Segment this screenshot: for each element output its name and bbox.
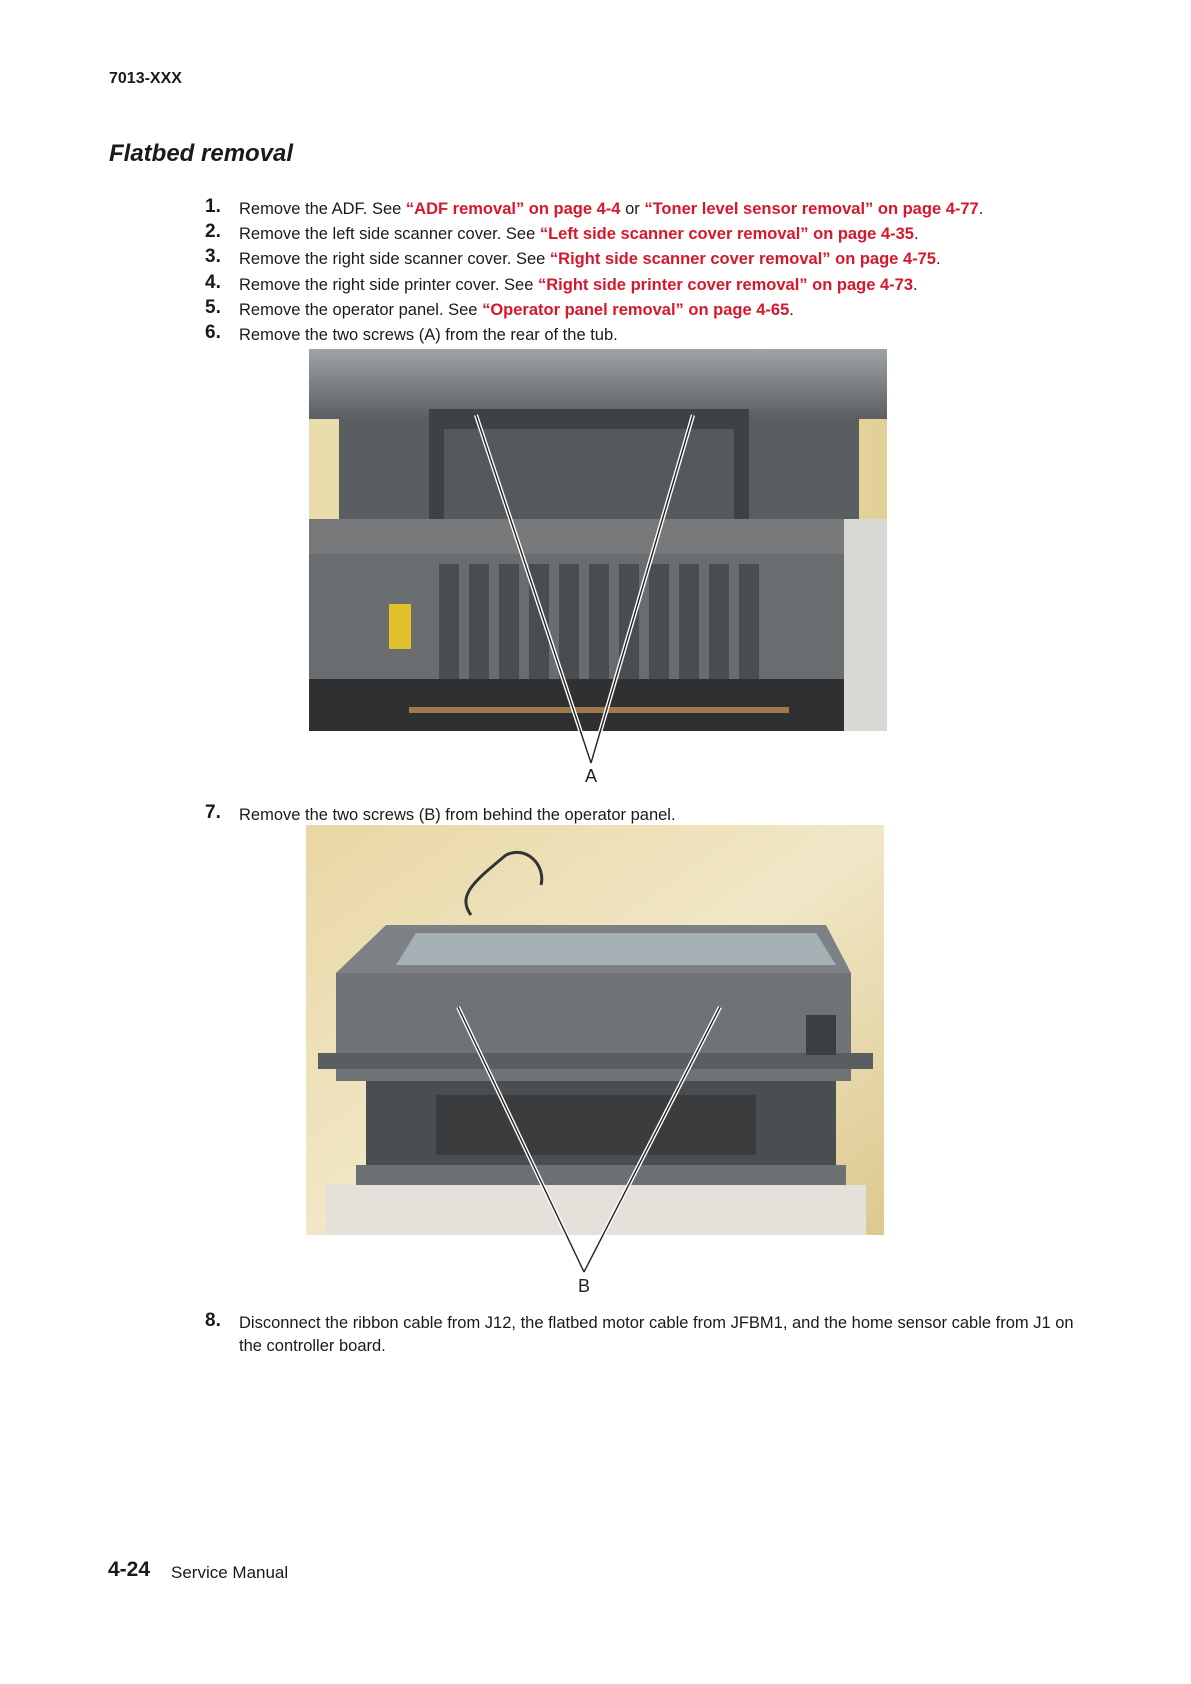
step-text: Remove the right side printer cover. See “Right side printer cover removal” on page 4-73. — [239, 276, 918, 294]
step-text: Remove the operator panel. See “Operator panel removal” on page 4-65. — [239, 301, 794, 319]
callout-a-label: A — [585, 766, 598, 786]
step-number: 2. — [205, 221, 221, 242]
section-title: Flatbed removal — [109, 140, 294, 167]
step-number: 8. — [205, 1310, 221, 1331]
step-number: 6. — [205, 322, 221, 343]
xref-left-side-scanner-cover-removal[interactable]: “Left side scanner cover removal” on page 4-35 — [539, 225, 914, 243]
xref-operator-panel-removal[interactable]: “Operator panel removal” on page 4-65 — [482, 301, 790, 319]
step-number: 4. — [205, 272, 221, 293]
step-text: Remove the two screws (A) from the rear of the tub. — [239, 326, 618, 344]
xref-right-side-scanner-cover-removal[interactable]: “Right side scanner cover removal” on page 4-75 — [549, 250, 936, 268]
step-text: Remove the right side scanner cover. See “Right side scanner cover removal” on page 4-75. — [239, 250, 941, 268]
xref-toner-level-sensor-removal[interactable]: “Toner level sensor removal” on page 4-77 — [644, 200, 979, 218]
xref-right-side-printer-cover-removal[interactable]: “Right side printer cover removal” on page 4-73 — [537, 276, 914, 294]
flatbed-front-illustration — [306, 825, 884, 1235]
step-number: 5. — [205, 297, 221, 318]
rear-tub-illustration — [309, 349, 887, 731]
step-number: 7. — [205, 802, 221, 823]
rear-tub-photo — [309, 349, 887, 731]
step-number: 3. — [205, 246, 221, 267]
page-number: 4-24 — [108, 1558, 151, 1581]
step-text: Remove the left side scanner cover. See “Left side scanner cover removal” on page 4-35. — [239, 225, 919, 243]
step-number: 1. — [205, 196, 221, 217]
xref-adf-removal[interactable]: “ADF removal” on page 4-4 — [405, 200, 621, 218]
step-text: Remove the ADF. See “ADF removal” on page 4-4 or “Toner level sensor removal” on page 4-77. — [239, 200, 984, 218]
document-code: 7013-XXX — [109, 70, 182, 87]
callout-b-label: B — [578, 1276, 591, 1296]
footer-label: Service Manual — [171, 1563, 289, 1582]
step-text: Remove the two screws (B) from behind the operator panel. — [239, 806, 676, 824]
flatbed-front-photo — [306, 825, 884, 1235]
step-text: Disconnect the ribbon cable from J12, the flatbed motor cable from JFBM1, and the home sensor cable from J1 on the controller board. — [239, 1314, 1074, 1355]
